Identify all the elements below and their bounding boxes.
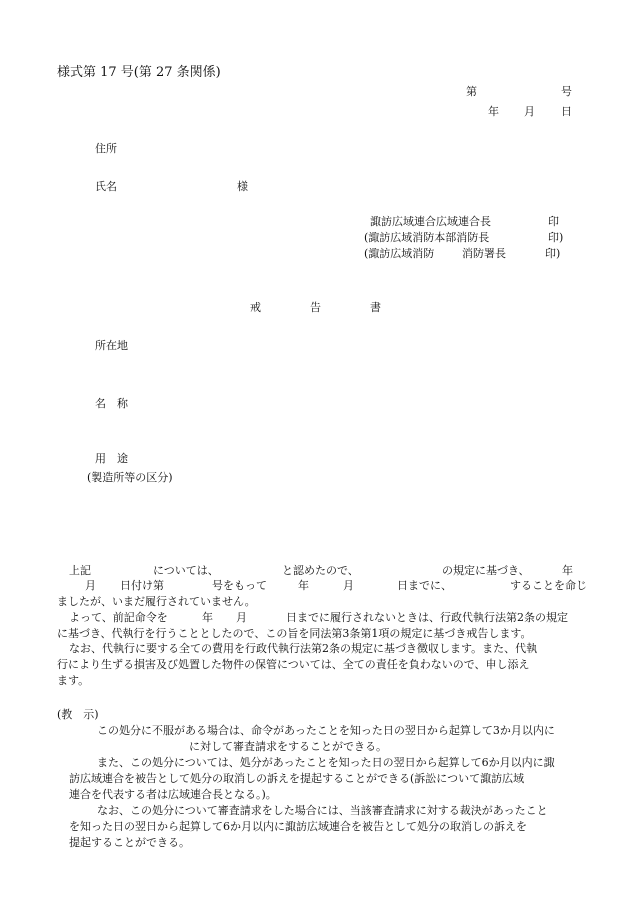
notice-p3-line3: 提起することができる。 [69, 836, 190, 849]
document-title-char-1: 戒 [250, 301, 261, 314]
property-use-label: 用 途 [95, 452, 128, 465]
body-line4-d: 日までに履行されないときは、行政代執行法第2条の規定 [286, 611, 568, 624]
body-line2-f: 日までに、 [397, 579, 452, 592]
issuer-3-title-a: (諏訪広域消防 [364, 247, 435, 260]
issuer-2-title: (諏訪広域消防本部消防長 [364, 231, 490, 244]
body-line2-g: することを命じ [510, 579, 587, 592]
body-line2-c: 号をもって [212, 579, 267, 592]
doc-number-prefix: 第 [466, 85, 477, 98]
document-title-char-3: 書 [370, 301, 381, 314]
body-line4-a: よって、前記命令を [69, 611, 168, 624]
body-line3: ましたが、いまだ履行されていません。 [57, 595, 256, 608]
body-line1-b: については、 [153, 564, 219, 577]
recipient-name-label: 氏名 [95, 180, 117, 193]
doc-number-suffix: 号 [561, 85, 572, 98]
issuer-1-title: 諏訪広域連合広域連合長 [370, 215, 491, 228]
issuer-3-title-b: 消防署長 [462, 247, 506, 260]
body-line8: ます。 [57, 674, 90, 687]
body-line1-a: 上記 [69, 564, 91, 577]
notice-p2-line3: 連合を代表する者は広域連合長となる。)。 [69, 788, 277, 801]
issuer-1-seal: 印 [548, 215, 559, 228]
body-line6: なお、代執行に要する全ての費用を行政代執行法第2条の規定に基づき徴収します。また、代執 [69, 642, 538, 655]
notice-p2-line1: また、この処分については、処分があったことを知った日の翌日から起算して6か月以内に諏 [97, 756, 555, 769]
notice-p1-line2: に対して審査請求をすることができる。 [189, 740, 387, 753]
body-line4-b: 年 [202, 611, 213, 624]
recipient-honorific: 様 [237, 180, 248, 193]
body-line2-d: 年 [298, 579, 309, 592]
body-line1-d: の規定に基づき、 [442, 564, 530, 577]
body-line1-c: と認めたので、 [282, 564, 359, 577]
body-line2-b: 日付け第 [120, 579, 164, 592]
issuer-3-seal: 印) [545, 247, 561, 260]
notice-p1-line1: この処分に不服がある場合は、命令があったことを知った日の翌日から起算して3か月以内に [97, 724, 555, 737]
date-day: 日 [561, 105, 572, 118]
date-month: 月 [524, 105, 535, 118]
document-title-char-2: 告 [310, 301, 321, 314]
recipient-address-label: 住所 [95, 142, 117, 155]
date-year: 年 [488, 105, 499, 118]
body-line1-e: 年 [562, 564, 573, 577]
notice-p3-line1: なお、この処分について審査請求をした場合には、当該審査請求に対する裁決があったこと [97, 804, 548, 817]
body-line4-c: 月 [236, 611, 247, 624]
property-location-label: 所在地 [95, 339, 128, 352]
property-name-label: 名 称 [95, 397, 128, 410]
property-category-label: (製造所等の区分) [87, 471, 173, 484]
body-line2-a: 月 [85, 579, 96, 592]
notice-p3-line2: を知った日の翌日から起算して6か月以内に諏訪広域連合を被告として処分の取消しの訴えを [69, 820, 527, 833]
notice-label: (教 示) [57, 708, 99, 721]
body-line5: に基づき、代執行を行うこととしたので、この旨を同法第3条第1項の規定に基づき戒告します。 [57, 627, 532, 640]
body-line2-e: 月 [343, 579, 354, 592]
issuer-2-seal: 印) [548, 231, 564, 244]
body-line7: 行により生ずる損害及び処置した物件の保管については、全ての責任を負わないので、申し添え [57, 658, 530, 671]
form-number-label: 様式第 17 号(第 27 条関係) [57, 65, 221, 80]
notice-p2-line2: 訪広域連合を被告として処分の取消しの訴えを提起することができる(訴訟について諏訪広域 [69, 772, 525, 785]
